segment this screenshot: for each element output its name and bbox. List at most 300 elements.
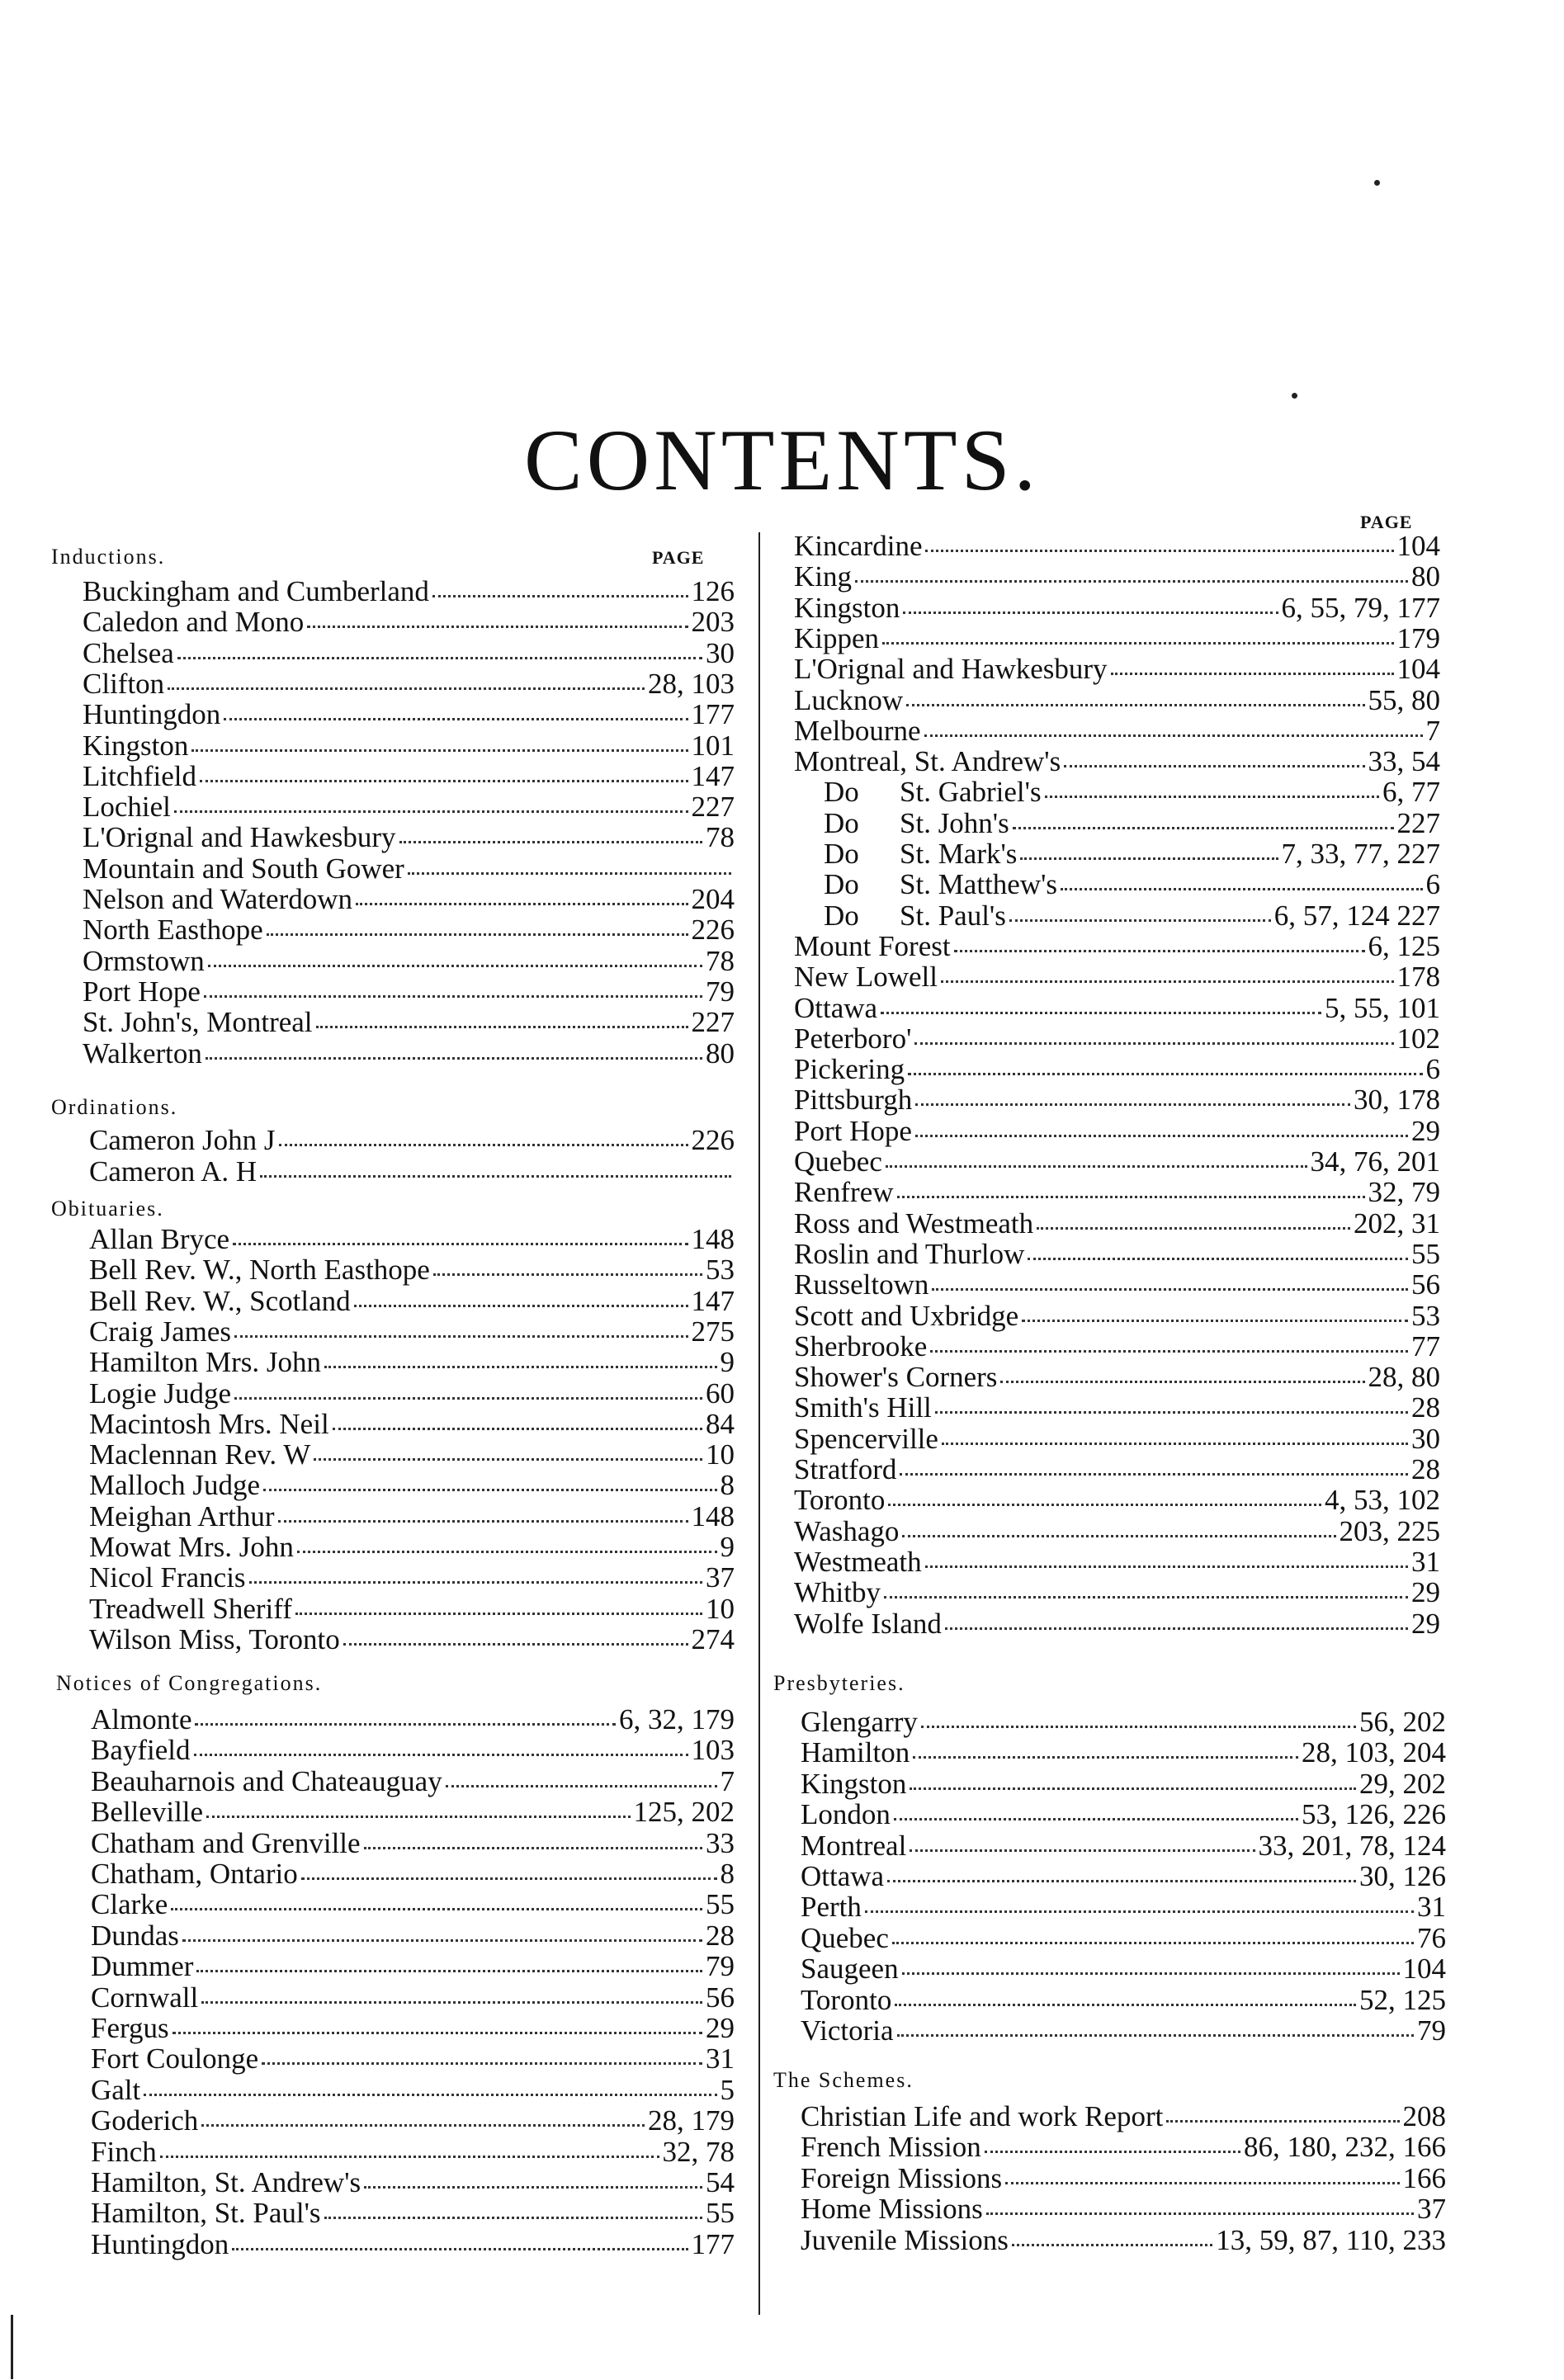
entry-label: Mountain and South Gower — [83, 852, 404, 885]
entry-label: New Lowell — [794, 961, 938, 993]
page-numbers: 53 — [1411, 1300, 1440, 1332]
dot-leader — [279, 1140, 688, 1146]
toc-entry — [794, 992, 1440, 1025]
entry-label: Chelsea — [83, 637, 174, 669]
page-numbers: 33, 201, 78, 124 — [1258, 1830, 1446, 1862]
page-numbers: 29 — [1411, 1576, 1440, 1608]
entry-label: Quebec — [801, 1922, 889, 1954]
entry-label: Galt — [91, 2074, 141, 2106]
toc-entry — [83, 914, 735, 947]
entry-label: Ottawa — [801, 1860, 885, 1892]
dot-leader — [902, 1969, 1400, 1975]
toc-entry — [89, 1500, 735, 1533]
toc-entry — [794, 1576, 1440, 1609]
section-heading-obituaries: Obituaries. — [51, 1197, 164, 1221]
toc-entry — [794, 930, 1440, 963]
toc-entry — [801, 1891, 1446, 1924]
toc-entry — [794, 1391, 1440, 1424]
page-numbers: 177 — [691, 2228, 735, 2260]
toc-entry — [89, 1223, 735, 1256]
dot-leader — [915, 1100, 1350, 1106]
toc-entry — [89, 1469, 735, 1502]
dot-leader — [174, 807, 688, 813]
page-numbers: 79 — [706, 975, 735, 1008]
entry-label: Smith's Hill — [794, 1391, 932, 1424]
entry-label: Saugeen — [801, 1953, 899, 1985]
page-numbers: 37 — [1417, 2193, 1446, 2225]
entry-label: Shower's Corners — [794, 1361, 998, 1393]
page-numbers: 203 — [691, 606, 735, 638]
page-numbers: 104 — [1396, 653, 1440, 685]
dot-leader — [985, 2147, 1240, 2153]
page-numbers: 77 — [1411, 1330, 1440, 1362]
entry-label: Lucknow — [794, 684, 904, 716]
page-numbers: 33 — [706, 1827, 735, 1859]
toc-entry — [801, 1922, 1446, 1955]
dot-leader — [177, 654, 702, 659]
page-numbers: 32, 79 — [1368, 1176, 1440, 1208]
toc-entry — [83, 945, 735, 978]
toc-entry — [83, 1006, 735, 1039]
dot-leader — [324, 1362, 717, 1368]
page-numbers: 8 — [720, 1858, 735, 1890]
page-numbers: 55, 80 — [1368, 684, 1440, 716]
dot-leader — [432, 592, 688, 597]
toc-entry — [794, 530, 1440, 563]
toc-entry — [89, 1593, 735, 1626]
page-numbers: 204 — [691, 883, 735, 915]
page-numbers: 226 — [691, 1124, 735, 1156]
toc-entry — [91, 2042, 735, 2075]
page-numbers: 4, 53, 102 — [1325, 1484, 1440, 1516]
page-numbers: 56, 202 — [1359, 1706, 1446, 1738]
entry-label: Walkerton — [83, 1037, 202, 1070]
dot-leader — [900, 1470, 1408, 1476]
section-heading-notices: Notices of Congregations. — [56, 1671, 323, 1695]
entry-label: French Mission — [801, 2131, 981, 2163]
toc-entry — [83, 852, 735, 885]
entry-label: Huntingdon — [91, 2228, 229, 2260]
toc-entry — [91, 2104, 735, 2137]
entry-label: Renfrew — [794, 1176, 894, 1208]
toc-entry — [91, 1827, 735, 1860]
page-numbers: 9 — [720, 1531, 735, 1563]
toc-entry — [801, 1768, 1446, 1801]
toc-entry — [83, 821, 735, 854]
section-heading-inductions: Inductions. — [51, 545, 166, 569]
entry-label: St. Paul's — [900, 900, 1006, 932]
toc-entry — [794, 1300, 1440, 1333]
toc-entry — [794, 1268, 1440, 1301]
toc-entry — [794, 807, 1440, 840]
entry-label: Fort Coulonge — [91, 2042, 259, 2075]
entry-label: St. Mark's — [900, 838, 1018, 870]
entry-label: Caledon and Mono — [83, 606, 305, 638]
toc-entry — [91, 1858, 735, 1891]
dot-leader — [884, 1593, 1408, 1598]
page-numbers: 30, 178 — [1354, 1084, 1440, 1116]
dot-leader — [1028, 1254, 1408, 1260]
dot-leader — [204, 992, 702, 998]
entry-label: Wilson Miss, Toronto — [89, 1623, 340, 1655]
dot-leader — [168, 684, 645, 690]
page-title: CONTENTS. — [523, 412, 1041, 508]
dot-leader — [930, 1347, 1408, 1353]
dot-leader — [182, 1936, 702, 1942]
entry-label: Treadwell Sheriff — [89, 1593, 292, 1625]
toc-entry — [91, 1703, 735, 1736]
toc-entry — [89, 1438, 735, 1471]
page-numbers: 5, 55, 101 — [1325, 992, 1440, 1024]
toc-entry — [794, 1022, 1440, 1055]
dot-leader — [224, 715, 687, 720]
dot-leader — [908, 1070, 1422, 1075]
dot-leader — [1009, 916, 1271, 922]
page-numbers: 54 — [706, 2166, 735, 2198]
toc-entry — [794, 900, 1440, 933]
page-numbers: 30 — [706, 637, 735, 669]
toc-entry — [83, 698, 735, 731]
entry-label: Washago — [794, 1515, 900, 1547]
dot-leader — [942, 1439, 1408, 1445]
toc-entry — [91, 2228, 735, 2261]
toc-entry — [801, 2162, 1446, 2195]
dot-leader — [324, 2213, 702, 2219]
toc-entry — [801, 2100, 1446, 2133]
dot-leader — [910, 1846, 1255, 1852]
toc-entry — [801, 2193, 1446, 2226]
toc-entry — [91, 2012, 735, 2045]
page-numbers: 13, 59, 87, 110, 233 — [1216, 2224, 1446, 2256]
toc-entry — [794, 1207, 1440, 1240]
page-numbers: 7 — [720, 1765, 735, 1797]
dot-leader — [925, 1562, 1408, 1568]
dot-leader — [886, 1162, 1307, 1168]
ditto-prefix: Do — [824, 868, 859, 900]
page-numbers: 28, 103 — [648, 668, 735, 700]
dot-leader — [894, 1815, 1298, 1820]
page-numbers: 52, 125 — [1359, 1984, 1446, 2016]
entry-label: Port Hope — [794, 1115, 912, 1147]
dot-leader — [881, 1008, 1321, 1014]
toc-entry — [794, 1608, 1440, 1641]
toc-entry — [83, 883, 735, 916]
entry-label: Beauharnois and Chateauguay — [91, 1765, 442, 1797]
toc-entry — [91, 1734, 735, 1767]
dot-leader — [954, 947, 1365, 952]
page-numbers: 29 — [706, 2012, 735, 2044]
toc-entry — [91, 1765, 735, 1798]
toc-entry — [801, 1830, 1446, 1863]
entry-label: Macintosh Mrs. Neil — [89, 1408, 329, 1440]
toc-entry — [794, 684, 1440, 717]
entry-label: Clifton — [83, 668, 165, 700]
entry-label: Litchfield — [83, 760, 197, 792]
toc-entry — [794, 1053, 1440, 1086]
dot-leader — [399, 838, 702, 843]
toc-entry — [801, 1706, 1446, 1739]
toc-entry — [794, 1453, 1440, 1486]
toc-entry — [794, 1145, 1440, 1178]
page-numbers: 28 — [1411, 1391, 1440, 1424]
page-numbers: 53, 126, 226 — [1302, 1798, 1446, 1830]
entry-label: Kingston — [801, 1768, 907, 1800]
dot-leader — [206, 1054, 702, 1060]
entry-label: Chatham, Ontario — [91, 1858, 298, 1890]
page-numbers: 6 — [1425, 1053, 1440, 1085]
page-numbers: 227 — [1396, 807, 1440, 839]
entry-label: Maclennan Rev. W — [89, 1438, 311, 1471]
page-numbers: 10 — [706, 1438, 735, 1471]
entry-label: Chatham and Grenville — [91, 1827, 361, 1859]
dot-leader — [986, 2209, 1414, 2215]
toc-entry — [801, 2224, 1446, 2257]
toc-entry — [83, 637, 735, 670]
entry-label: St. John's, Montreal — [83, 1006, 313, 1038]
page-numbers: 76 — [1417, 1922, 1446, 1954]
page-numbers: 79 — [1417, 2014, 1446, 2047]
page-numbers: 10 — [706, 1593, 735, 1625]
toc-entry — [91, 2136, 735, 2169]
page-numbers: 227 — [691, 1006, 735, 1038]
dot-leader — [343, 1640, 688, 1646]
entry-label: Bell Rev. W., Scotland — [89, 1285, 351, 1317]
dot-leader — [935, 1408, 1408, 1414]
entry-label: Ottawa — [794, 992, 878, 1024]
page-column-label: PAGE — [652, 547, 705, 568]
entry-label: Port Hope — [83, 975, 201, 1008]
entry-label: Russeltown — [794, 1268, 929, 1301]
page-numbers: 28 — [1411, 1453, 1440, 1485]
dot-leader — [208, 961, 702, 967]
entry-label: Foreign Missions — [801, 2162, 1003, 2194]
entry-label: Logie Judge — [89, 1377, 232, 1410]
margin-mark — [11, 2315, 13, 2379]
dot-leader — [234, 1394, 702, 1400]
page-numbers: 28 — [706, 1920, 735, 1952]
entry-label: Dummer — [91, 1950, 194, 1982]
dot-leader — [433, 1270, 702, 1276]
page-numbers: 5 — [720, 2074, 735, 2106]
page-numbers: 202, 31 — [1354, 1207, 1440, 1240]
toc-entry — [794, 776, 1440, 809]
entry-label: Kincardine — [794, 530, 923, 562]
dot-leader — [1064, 762, 1364, 767]
dot-leader — [1111, 669, 1394, 675]
entry-label: Scott and Uxbridge — [794, 1300, 1019, 1332]
section-heading-presbyteries: Presbyteries. — [773, 1671, 905, 1695]
dot-leader — [408, 869, 731, 875]
entry-label: L'Orignal and Hawkesbury — [794, 653, 1108, 685]
dot-leader — [160, 2152, 659, 2158]
page-numbers: 60 — [706, 1377, 735, 1410]
dot-leader — [895, 2000, 1356, 2006]
toc-entry — [801, 1860, 1446, 1893]
toc-entry — [89, 1408, 735, 1441]
toc-entry — [801, 1953, 1446, 1986]
dot-leader — [932, 1285, 1408, 1291]
toc-entry — [794, 592, 1440, 625]
page-numbers: 147 — [691, 1285, 735, 1317]
toc-entry — [794, 1176, 1440, 1209]
entry-label: St. Gabriel's — [900, 776, 1042, 808]
entry-label: Cameron A. H — [89, 1155, 258, 1188]
page-numbers: 6, 57, 124 227 — [1273, 900, 1440, 932]
dot-leader — [297, 1547, 717, 1553]
dot-leader — [902, 1532, 1335, 1537]
dot-leader — [206, 1812, 630, 1818]
toc-entry — [801, 1736, 1446, 1769]
page-numbers: 55 — [706, 1888, 735, 1920]
toc-entry — [794, 1515, 1440, 1548]
page-numbers: 6, 55, 79, 177 — [1281, 592, 1440, 624]
toc-entry — [89, 1315, 735, 1348]
page-numbers: 28, 179 — [648, 2104, 735, 2137]
dot-leader — [1000, 1377, 1364, 1383]
page-numbers: 78 — [706, 945, 735, 977]
dot-leader — [171, 1905, 702, 1910]
entry-label: Hamilton Mrs. John — [89, 1346, 321, 1378]
entry-label: Nelson and Waterdown — [83, 883, 353, 915]
entry-label: Nicol Francis — [89, 1561, 246, 1594]
toc-entry — [794, 1546, 1440, 1579]
entry-label: Pittsburgh — [794, 1084, 913, 1116]
entry-label: Perth — [801, 1891, 862, 1923]
page-column-label: PAGE — [1360, 512, 1413, 532]
entry-label: Hamilton, St. Paul's — [91, 2197, 321, 2229]
page-numbers: 203, 225 — [1339, 1515, 1440, 1547]
toc-entry — [89, 1155, 735, 1188]
page-numbers: 147 — [691, 760, 735, 792]
dot-leader — [915, 1131, 1408, 1137]
entry-label: Hamilton — [801, 1736, 910, 1768]
toc-entry — [794, 560, 1440, 593]
entry-label: Buckingham and Cumberland — [83, 575, 429, 607]
dot-leader — [1061, 885, 1422, 890]
page-numbers: 179 — [1396, 622, 1440, 654]
entry-label: Toronto — [794, 1484, 886, 1516]
toc-entry — [83, 760, 735, 793]
page-numbers: 275 — [691, 1315, 735, 1348]
page-numbers: 29 — [1411, 1115, 1440, 1147]
entry-label: Roslin and Thurlow — [794, 1238, 1025, 1270]
dot-leader — [307, 622, 687, 628]
entry-label: Kingston — [83, 730, 189, 762]
toc-entry — [801, 1984, 1446, 2017]
page-numbers: 274 — [691, 1623, 735, 1655]
page-numbers: 101 — [691, 730, 735, 762]
dot-leader — [913, 1753, 1298, 1759]
page-numbers: 126 — [691, 575, 735, 607]
dot-leader — [234, 1332, 687, 1338]
entry-label: St. John's — [900, 807, 1009, 839]
entry-label: Sherbrooke — [794, 1330, 928, 1362]
entry-label: North Easthope — [83, 914, 263, 946]
entry-label: Mowat Mrs. John — [89, 1531, 294, 1563]
page-numbers: 80 — [1411, 560, 1440, 593]
page-numbers: 34, 76, 201 — [1310, 1145, 1440, 1178]
entry-label: Malloch Judge — [89, 1469, 261, 1501]
entry-label: Hamilton, St. Andrew's — [91, 2166, 361, 2198]
page-numbers: 6 — [1425, 868, 1440, 900]
dot-leader — [921, 1722, 1356, 1728]
dot-leader — [945, 1624, 1408, 1630]
entry-label: Bell Rev. W., North Easthope — [89, 1254, 430, 1286]
dot-leader — [924, 731, 1423, 737]
toc-entry — [794, 1330, 1440, 1363]
entry-label: Almonte — [91, 1703, 192, 1735]
page-numbers: 104 — [1402, 1953, 1446, 1985]
page-numbers: 177 — [691, 698, 735, 730]
page-numbers: 8 — [720, 1469, 735, 1501]
dot-leader — [249, 1578, 702, 1584]
entry-label: Home Missions — [801, 2193, 983, 2225]
dot-leader — [364, 2183, 702, 2189]
toc-entry — [89, 1561, 735, 1594]
page-numbers: 55 — [1411, 1238, 1440, 1270]
entry-label: Clarke — [91, 1888, 168, 1920]
page-numbers: 29, 202 — [1359, 1768, 1446, 1800]
page-numbers: 178 — [1396, 961, 1440, 993]
dot-leader — [144, 2090, 716, 2096]
dot-leader — [1012, 2241, 1212, 2246]
toc-entry — [89, 1285, 735, 1318]
entry-label: Cornwall — [91, 1981, 199, 2014]
page-numbers: 125, 202 — [633, 1796, 735, 1828]
entry-label: Pickering — [794, 1053, 905, 1085]
page-numbers: 29 — [1411, 1608, 1440, 1640]
dot-leader — [316, 1022, 688, 1028]
page-numbers: 9 — [720, 1346, 735, 1378]
toc-entry — [91, 1796, 735, 1829]
entry-label: Quebec — [794, 1145, 882, 1178]
page-numbers: 7 — [1425, 715, 1440, 747]
dot-leader — [196, 1967, 702, 1972]
entry-label: Cameron John J — [89, 1124, 276, 1156]
entry-label: St. Matthew's — [900, 868, 1058, 900]
entry-label: Victoria — [801, 2014, 894, 2047]
dot-leader — [1166, 2117, 1399, 2123]
entry-label: Ross and Westmeath — [794, 1207, 1034, 1240]
toc-entry — [794, 653, 1440, 686]
ditto-prefix: Do — [824, 900, 859, 932]
dot-leader — [897, 1192, 1365, 1198]
entry-label: Lochiel — [83, 791, 171, 823]
toc-entry — [89, 1623, 735, 1656]
toc-entry — [794, 622, 1440, 655]
entry-label: Peterboro' — [794, 1022, 912, 1055]
page-numbers: 28, 80 — [1368, 1361, 1440, 1393]
dot-leader — [906, 701, 1364, 706]
page-numbers: 53 — [706, 1254, 735, 1286]
page-numbers: 148 — [691, 1500, 735, 1532]
ditto-prefix: Do — [824, 838, 859, 870]
entry-label: Christian Life and work Report — [801, 2100, 1164, 2132]
page-numbers: 80 — [706, 1037, 735, 1070]
dot-leader — [260, 1172, 731, 1178]
page-numbers: 31 — [1417, 1891, 1446, 1923]
toc-entry — [83, 730, 735, 763]
dot-leader — [233, 1240, 687, 1245]
page-numbers: 30 — [1411, 1423, 1440, 1455]
page-numbers: 6, 32, 179 — [619, 1703, 735, 1735]
dot-leader — [1013, 824, 1394, 829]
page-numbers: 6, 77 — [1382, 776, 1440, 808]
dot-leader — [295, 1609, 702, 1615]
dot-leader — [194, 1750, 688, 1756]
entry-label: Kingston — [794, 592, 900, 624]
dot-leader — [941, 977, 1394, 983]
